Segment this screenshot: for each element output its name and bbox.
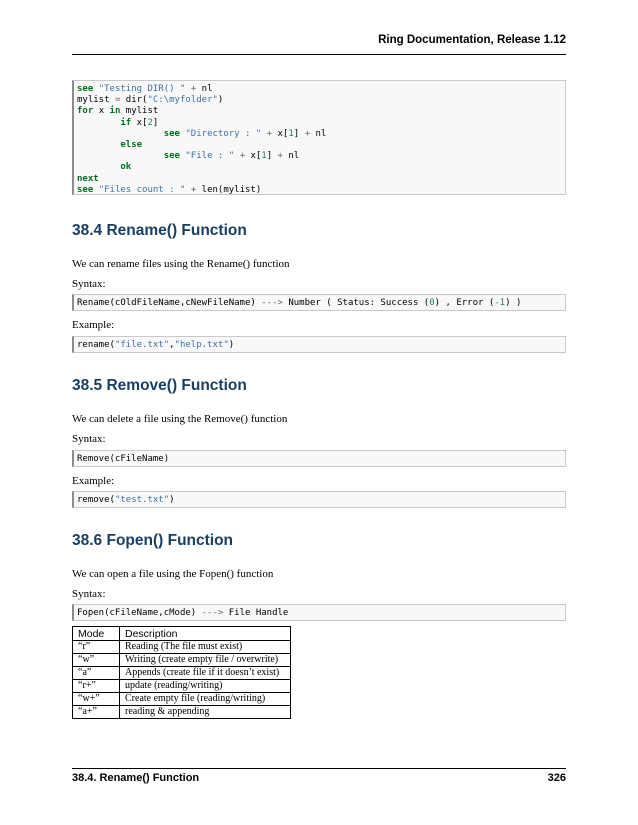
fopen-description: We can open a file using the Fopen() function (72, 568, 274, 580)
footer-section: 38.4. Rename() Function (72, 772, 200, 784)
code-token: see (77, 184, 94, 195)
code-token: mylist (77, 95, 110, 106)
mode-cell: “a” (73, 667, 120, 680)
code-token: 1 (261, 151, 267, 162)
file-modes-table (72, 626, 291, 719)
code-token: if (120, 117, 132, 128)
code-token: + (266, 128, 273, 139)
section-heading-remove: 38.5 Remove() Function (72, 377, 247, 394)
code-token: 2 (147, 117, 153, 128)
code-token: Fopen(cFileName,cMode) (77, 608, 197, 618)
code-token: see (77, 84, 94, 94)
code-block-remove-example (72, 491, 566, 508)
code-token: nl (288, 151, 300, 162)
code-token: -1 (494, 298, 506, 308)
code-token: "Testing DIR() " (98, 84, 186, 94)
code-block-dir-example (72, 80, 566, 195)
code-token: remove( (77, 495, 115, 505)
mode-cell: “w+” (73, 693, 120, 706)
page-footer (72, 772, 566, 784)
table-row (73, 654, 291, 667)
table-header-cell: Mode (73, 627, 120, 641)
mode-cell: “a+” (73, 706, 120, 719)
rename-syntax-label: Syntax: (72, 278, 106, 290)
code-token: "file.txt" (114, 340, 170, 350)
code-token: x (98, 106, 105, 117)
description-cell: Reading (The file must exist) (120, 641, 291, 654)
code-block-rename-syntax (72, 294, 566, 311)
code-token: 1 (288, 128, 294, 139)
description-cell: Create empty file (reading/writing) (120, 693, 291, 706)
code-token: ) (228, 340, 235, 350)
code-token: for (77, 106, 94, 117)
code-token: nl (315, 128, 327, 139)
table-row (73, 680, 291, 693)
code-token: + (277, 151, 283, 162)
code-token: rename( (77, 340, 115, 350)
table-header-cell: Description (120, 627, 291, 641)
page-number: 326 (547, 772, 566, 784)
code-token: = (114, 95, 121, 106)
code-token: Remove(cFileName) (77, 454, 170, 464)
code-token: ) (217, 95, 224, 106)
code-block-rename-example (72, 336, 566, 353)
code-token: "Directory : " (185, 128, 262, 139)
code-token: + (190, 184, 197, 195)
page-header: Ring Documentation, Release 1.12 (378, 34, 566, 46)
code-token: "C:\myfolder" (147, 95, 218, 106)
code-block-fopen-syntax (72, 604, 566, 621)
code-token: see (163, 151, 180, 162)
description-cell: reading & appending (120, 706, 291, 719)
code-token: "help.txt" (174, 340, 229, 350)
code-token: ] (266, 151, 273, 162)
code-token: File Handle (228, 608, 289, 618)
code-token: mylist (125, 106, 159, 117)
fopen-syntax-label: Syntax: (72, 588, 106, 600)
code-token: "test.txt" (114, 495, 170, 505)
code-token: Number ( Status: Success ( (288, 298, 430, 308)
section-heading-rename: 38.4 Rename() Function (72, 222, 247, 239)
code-token: else (120, 140, 143, 151)
code-token: "File : " (185, 151, 235, 162)
code-token: ) ) (505, 298, 522, 308)
footer-divider (72, 768, 566, 769)
code-token: Rename(cOldFileName,cNewFileName) (77, 298, 256, 308)
header-divider (72, 54, 566, 55)
code-token: + (304, 128, 311, 139)
code-token: in (109, 106, 121, 117)
code-token: x[ (277, 128, 289, 139)
code-block-remove-syntax (72, 450, 566, 467)
code-token: + (239, 151, 246, 162)
code-token: ---> (201, 608, 224, 618)
remove-example-label: Example: (72, 475, 115, 487)
table-row (73, 641, 291, 654)
code-token: "Files count : " (98, 184, 186, 195)
code-token: ] (152, 117, 159, 128)
code-token: x[ (250, 151, 262, 162)
rename-example-label: Example: (72, 319, 115, 331)
table-row (73, 667, 291, 680)
code-token: ) , Error ( (434, 298, 495, 308)
code-token: 0 (429, 298, 435, 308)
code-token: next (77, 173, 99, 184)
mode-cell: “w” (73, 654, 120, 667)
code-token: nl (201, 84, 213, 94)
rename-description: We can rename files using the Rename() function (72, 258, 290, 270)
description-cell: Appends (create file if it doesn’t exist) (120, 667, 291, 680)
table-row (73, 693, 291, 706)
table-header-row (73, 627, 291, 641)
code-token: + (190, 84, 197, 94)
description-cell: Writing (create empty file / overwrite) (120, 654, 291, 667)
section-heading-fopen: 38.6 Fopen() Function (72, 532, 234, 549)
table-row (73, 706, 291, 719)
description-cell: update (reading/writing) (120, 680, 291, 693)
code-token: ok (120, 162, 132, 173)
code-token: x[ (136, 117, 148, 128)
mode-cell: “r+” (73, 680, 120, 693)
code-token: ---> (261, 298, 283, 308)
mode-cell: “r” (73, 641, 120, 654)
code-token: ) (169, 495, 175, 505)
code-token: dir( (125, 95, 148, 106)
code-token: ] (293, 128, 300, 139)
remove-description: We can delete a file using the Remove() function (72, 413, 288, 425)
code-token: see (163, 128, 180, 139)
remove-syntax-label: Syntax: (72, 433, 106, 445)
code-token: len(mylist) (201, 184, 262, 195)
code-token: , (169, 340, 175, 350)
